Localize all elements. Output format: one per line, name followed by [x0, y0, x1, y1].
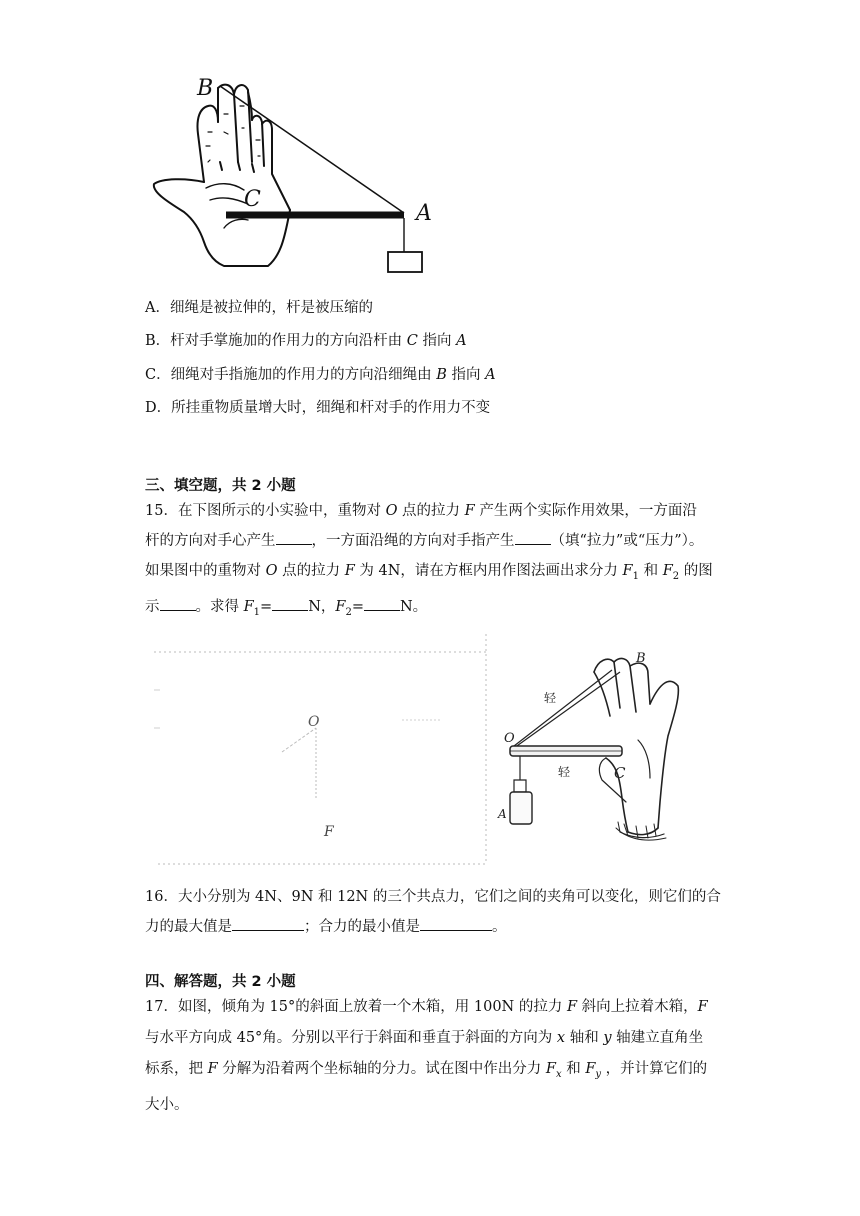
question-15	[145, 496, 720, 628]
figure2-label-b: B	[636, 651, 646, 666]
q15-l3b: 点的拉力	[277, 563, 345, 579]
figure2-box-f: F	[324, 824, 334, 840]
q16-l2b: ；合力的最小值是	[304, 919, 420, 935]
q15-l3f2: F	[662, 563, 673, 579]
option-c-text: C．细绳对手指施加的作用力的方向沿细绳由	[145, 367, 437, 383]
q15-l1c: 产生两个实际作用效果，一方面沿	[474, 503, 697, 519]
question-16	[145, 882, 720, 942]
q15-l1b: 点的拉力	[397, 503, 465, 519]
q15-l1o: O	[385, 503, 398, 519]
question-17	[145, 992, 720, 1121]
q15-blank3	[160, 596, 196, 611]
q15-l4e: =	[351, 598, 364, 615]
q15-l2a: 杆的方向对手心产生	[145, 533, 276, 549]
option-a: A．细绳是被拉伸的，杆是被压缩的	[145, 300, 373, 316]
option-b-a: A	[456, 333, 467, 349]
q15-l2c: （填“拉力”或“压力”）。	[550, 533, 704, 549]
hand-rod-figure	[148, 70, 448, 280]
section4-heading: 四、解答题，共 2 小题	[145, 974, 296, 990]
q16-line1: 16．大小分别为 4N、9N 和 12N 的三个共点力，它们之间的夹角可以变化，则它们的合	[145, 889, 721, 905]
option-c-a: A	[485, 367, 496, 383]
q17-l1f2: F	[697, 999, 708, 1015]
q15-l2b: ，一方面沿绳的方向对手指产生	[311, 533, 515, 549]
figure2-label-qing-string: 轻	[544, 691, 557, 705]
figure2-label-o: O	[504, 731, 515, 746]
q17-line4: 大小。	[145, 1096, 189, 1113]
q15-l1f: F	[464, 503, 475, 519]
q16-l2c: 。	[492, 919, 507, 935]
q15-l4f1: F	[243, 598, 254, 615]
figure1-label-a: A	[416, 201, 432, 226]
figure2-label-c: C	[614, 764, 626, 782]
q15-line4	[145, 592, 720, 628]
q15-l3s1: 1	[632, 570, 639, 582]
q15-l4s2: 2	[345, 606, 352, 618]
q17-l3f: F	[207, 1061, 218, 1077]
option-b-c: C	[406, 333, 418, 349]
q15-l4s1: 1	[253, 606, 261, 618]
q15-l1a: 15．在下图所示的小实验中，重物对	[145, 503, 386, 519]
q17-l3sx: x	[555, 1068, 562, 1080]
q15-l4a: 示	[145, 598, 160, 615]
q15-l3d: 和	[638, 563, 663, 579]
q15-l4b: 。求得	[195, 598, 244, 615]
option-b-text: B．杆对手掌施加的作用力的方向沿杆由	[145, 333, 407, 349]
q17-l2x: x	[556, 1030, 566, 1046]
q15-l3e: 的图	[679, 563, 713, 579]
q17-l3a: 标系，把	[145, 1061, 208, 1077]
q17-line2	[145, 1023, 720, 1054]
q17-l1a: 17．如图，倾角为 15°的斜面上放着一个木箱，用 100N 的拉力	[145, 999, 567, 1015]
q16-blank2	[420, 916, 492, 931]
q17-l1b: 斜向上拉着木箱，	[577, 999, 698, 1015]
q15-l4c: =	[260, 598, 273, 615]
q15-blank5	[364, 596, 400, 611]
figure2-box-o: O	[308, 714, 320, 730]
q17-line3	[145, 1054, 720, 1090]
option-c	[145, 365, 496, 385]
q15-l3o: O	[265, 563, 278, 579]
experiment-figure	[150, 632, 730, 868]
q16-l2a: 力的最大值是	[145, 919, 232, 935]
q17-l2c: 轴建立直角坐	[611, 1030, 704, 1046]
q15-l4g: N。	[399, 598, 428, 615]
q15-l4d: N，	[308, 598, 336, 615]
figure1-label-c: C	[244, 187, 261, 212]
option-b-mid: 指向	[417, 333, 457, 349]
q15-line1	[145, 496, 720, 526]
q15-l3a: 如果图中的重物对	[145, 563, 266, 579]
section3-heading: 三、填空题，共 2 小题	[145, 478, 296, 494]
q17-l2: 与水平方向成 45°角。分别以平行于斜面和垂直于斜面的方向为	[145, 1030, 557, 1046]
q17-l3c: 和	[561, 1061, 586, 1077]
q15-blank1	[276, 530, 312, 545]
q17-l3fx: F	[545, 1061, 556, 1077]
q17-l3b: 分解为沿着两个坐标轴的分力。试在图中作出分力	[217, 1061, 546, 1077]
option-c-mid: 指向	[446, 367, 486, 383]
option-d: D．所挂重物质量增大时，细绳和杆对手的作用力不变	[145, 400, 491, 416]
q17-l3fy: F	[585, 1061, 596, 1077]
q17-l2y: y	[603, 1030, 612, 1046]
q15-l3s2: 2	[672, 570, 680, 582]
q16-blank1	[232, 916, 304, 931]
q17-l3d: ，并计算它们的	[601, 1061, 708, 1077]
figure2-label-qing-rod: 轻	[558, 765, 571, 779]
option-c-b: B	[436, 367, 447, 383]
q15-blank4	[272, 596, 308, 611]
q16-line2	[145, 912, 720, 942]
figure1-label-b: B	[197, 76, 214, 101]
q15-l3f: F	[344, 563, 355, 579]
q15-l3f1: F	[622, 563, 633, 579]
q15-l3c: 为 4N，请在方框内用作图法画出求分力	[354, 563, 623, 579]
q17-line1	[145, 992, 720, 1023]
q15-line3	[145, 556, 720, 592]
q15-blank2	[515, 530, 551, 545]
q17-l1f: F	[566, 999, 578, 1015]
q15-l4f2: F	[335, 598, 346, 615]
q17-l3sy: y	[595, 1068, 602, 1080]
q17-l2b: 轴和	[565, 1030, 604, 1046]
figure2-label-a: A	[498, 807, 507, 821]
option-b	[145, 331, 467, 351]
q15-line2	[145, 526, 720, 556]
